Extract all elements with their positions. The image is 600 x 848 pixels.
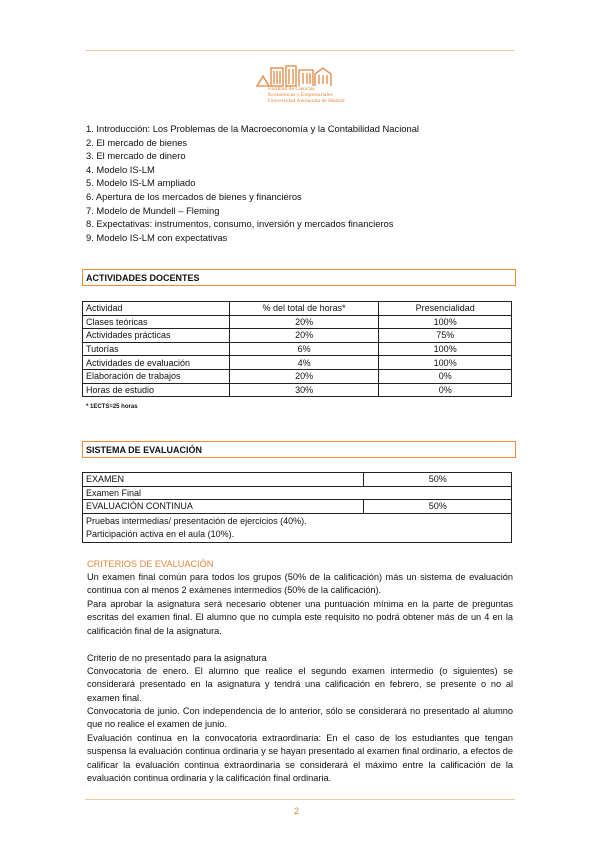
topic-item: 2. El mercado de bienes bbox=[86, 136, 188, 148]
topics-list bbox=[86, 122, 419, 244]
table-cell: 100% bbox=[379, 342, 512, 356]
logo-text: Facultad de Ciencias Económicas y Empresariales Universidad Autónoma de Madrid bbox=[268, 86, 345, 104]
topic-item: 4. Modelo IS-LM bbox=[86, 163, 155, 175]
table-cell: Tutorías bbox=[83, 342, 230, 356]
table-cell: Actividades prácticas bbox=[83, 329, 230, 343]
table-row bbox=[83, 473, 512, 487]
bottom-rule bbox=[85, 799, 515, 800]
table-cell: 20% bbox=[229, 369, 379, 383]
table-row bbox=[83, 329, 512, 343]
topic-item: 5. Modelo IS-LM ampliado bbox=[86, 177, 196, 189]
table-cell: 50% bbox=[364, 500, 512, 514]
topic-item: 7. Modelo de Mundell – Fleming bbox=[86, 204, 220, 216]
topic-item: 3. El mercado de dinero bbox=[86, 150, 186, 162]
table-cell: Examen Final bbox=[83, 486, 512, 500]
continua-detail-2: Participación activa en el aula (10%). bbox=[86, 528, 235, 539]
criterios-paragraph-2: Para aprobar la asignatura será necesario obtener una puntuación mínima en la parte de preguntas escritas del examen final. El alumno que no cumpla este requisito no podrá obtener más de un 4 en la calificación final de la asignatura. bbox=[87, 599, 513, 636]
table-cell: 6% bbox=[229, 342, 379, 356]
table-cell: Actividades de evaluación bbox=[83, 356, 230, 370]
table-row bbox=[83, 383, 512, 397]
evaluacion-heading: SISTEMA DE EVALUACIÓN bbox=[82, 441, 516, 458]
table-cell: Horas de estudio bbox=[83, 383, 230, 397]
table-cell: 100% bbox=[379, 315, 512, 329]
top-rule bbox=[85, 50, 515, 51]
table-row bbox=[83, 315, 512, 329]
table-cell: 30% bbox=[229, 383, 379, 397]
table-row bbox=[83, 356, 512, 370]
table-row bbox=[83, 369, 512, 383]
table-cell: 75% bbox=[379, 329, 512, 343]
table-header-row bbox=[83, 302, 512, 316]
evaluacion-table bbox=[82, 472, 512, 543]
continua-detail-1: Pruebas intermedias/ presentación de ejercicios (40%). bbox=[86, 515, 307, 526]
table-cell: 4% bbox=[229, 356, 379, 370]
table-cell: 100% bbox=[379, 356, 512, 370]
table-cell: EXAMEN bbox=[83, 473, 364, 487]
table-header-cell: Presencialidad bbox=[379, 302, 512, 316]
no-presentado-title: Criterio de no presentado para la asignatura bbox=[87, 653, 267, 663]
table-cell: 20% bbox=[229, 315, 379, 329]
table-row bbox=[83, 342, 512, 356]
page-number: 2 bbox=[294, 806, 300, 816]
extraordinaria-paragraph: Evaluación continua en la convocatoria extraordinaria: En el caso de los estudiantes que tengan suspensa la evaluación continua ordinaria y se hayan presentado al examen final ordinario, a efectos de calificar la evaluación continua extraordinaria se considerará el máximo entre la calificación de la evaluación continua ordinaria y la calificación final ordinaria. bbox=[87, 733, 513, 784]
table-cell: EVALUACIÓN CONTINUA bbox=[83, 500, 364, 514]
table-row bbox=[83, 486, 512, 500]
topic-item: 1. Introducción: Los Problemas de la Macroeconomía y la Contabilidad Nacional bbox=[86, 123, 419, 134]
table-cell: Clases teóricas bbox=[83, 315, 230, 329]
topic-item: 8. Expectativas: instrumentos, consumo, inversión y mercados financieros bbox=[86, 218, 394, 230]
convocatoria-enero-paragraph: Convocatoria de enero. El alumno que realice el segundo examen intermedio (o siguientes) se considerará presentado en la asignatura y tendrá una calificación en febrero, se presente o no al examen final. bbox=[87, 666, 513, 703]
ects-footnote: * 1ECTS=25 horas bbox=[86, 404, 138, 410]
convocatoria-junio-paragraph: Convocatoria de junio. Con independencia de lo anterior, sólo se considerará no presentado al alumno que no realice el examen de junio. bbox=[87, 706, 513, 730]
table-cell: Elaboración de trabajos bbox=[83, 369, 230, 383]
actividades-heading: ACTIVIDADES DOCENTES bbox=[82, 269, 516, 286]
topic-item: 6. Apertura de los mercados de bienes y financieros bbox=[86, 190, 302, 202]
table-header-cell: Actividad bbox=[83, 302, 230, 316]
table-cell bbox=[83, 513, 512, 542]
table-cell: 0% bbox=[379, 383, 512, 397]
table-cell: 20% bbox=[229, 329, 379, 343]
criterios-heading: CRITERIOS DE EVALUACIÓN bbox=[87, 559, 214, 569]
table-row bbox=[83, 513, 512, 542]
table-row bbox=[83, 500, 512, 514]
actividades-table bbox=[82, 301, 512, 397]
table-cell: 50% bbox=[364, 473, 512, 487]
criterios-paragraph-1: Un examen final común para todos los grupos (50% de la calificación) más un sistema de evaluación continua con al menos 2 exámenes intermedios (50% de la calificación). bbox=[87, 572, 513, 596]
table-header-cell: % del total de horas* bbox=[229, 302, 379, 316]
table-cell: 0% bbox=[379, 369, 512, 383]
topic-item: 9. Modelo IS-LM con expectativas bbox=[86, 231, 228, 243]
